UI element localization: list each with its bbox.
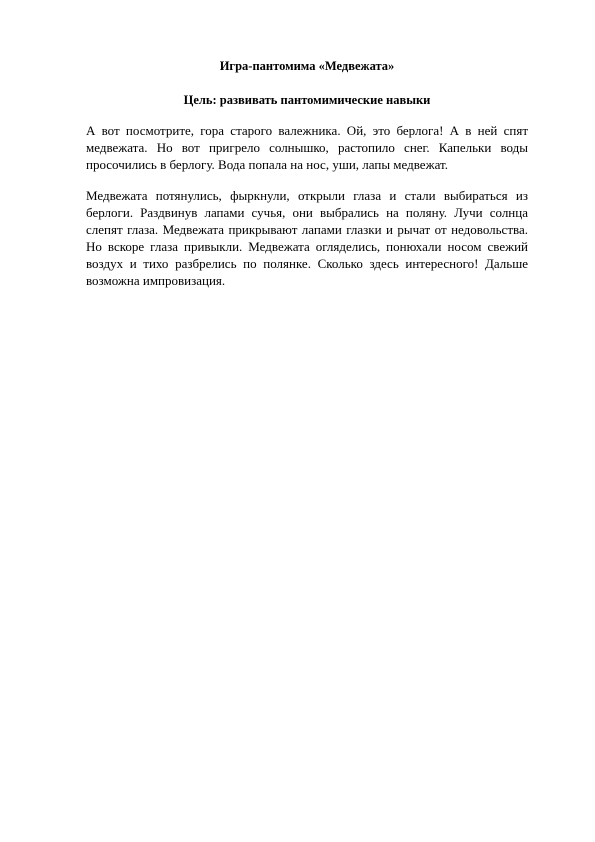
document-goal: Цель: развивать пантомимические навыки bbox=[183, 93, 431, 107]
document-title: Игра-пантомима «Медвежата» bbox=[219, 59, 395, 73]
paragraph-story: Медвежата потянулись, фыркнули, открыли глаза и стали выбираться из берлоги. Раздвинув лапами сучья, они выбрались на поляну. Лучи солнца слепят глаза. Медвежата прикрывают лапами глазки и рычат от недовольства. Но вскоре глаза привыкли. Медвежата огляделись, понюхали носом свежий воздух и тихо разбрелись по полянке. Сколько здесь интересного! Дальше возможна импровизация. bbox=[86, 188, 528, 288]
paragraph-intro: А вот посмотрите, гора старого валежника. Ой, это берлога! А в ней спят медвежата. Но вот пригрело солнышко, растопило снег. Капельки воды просочились в берлогу. Вода попала на нос, уши, лапы медвежат. bbox=[86, 123, 528, 172]
document-content bbox=[86, 58, 528, 289]
